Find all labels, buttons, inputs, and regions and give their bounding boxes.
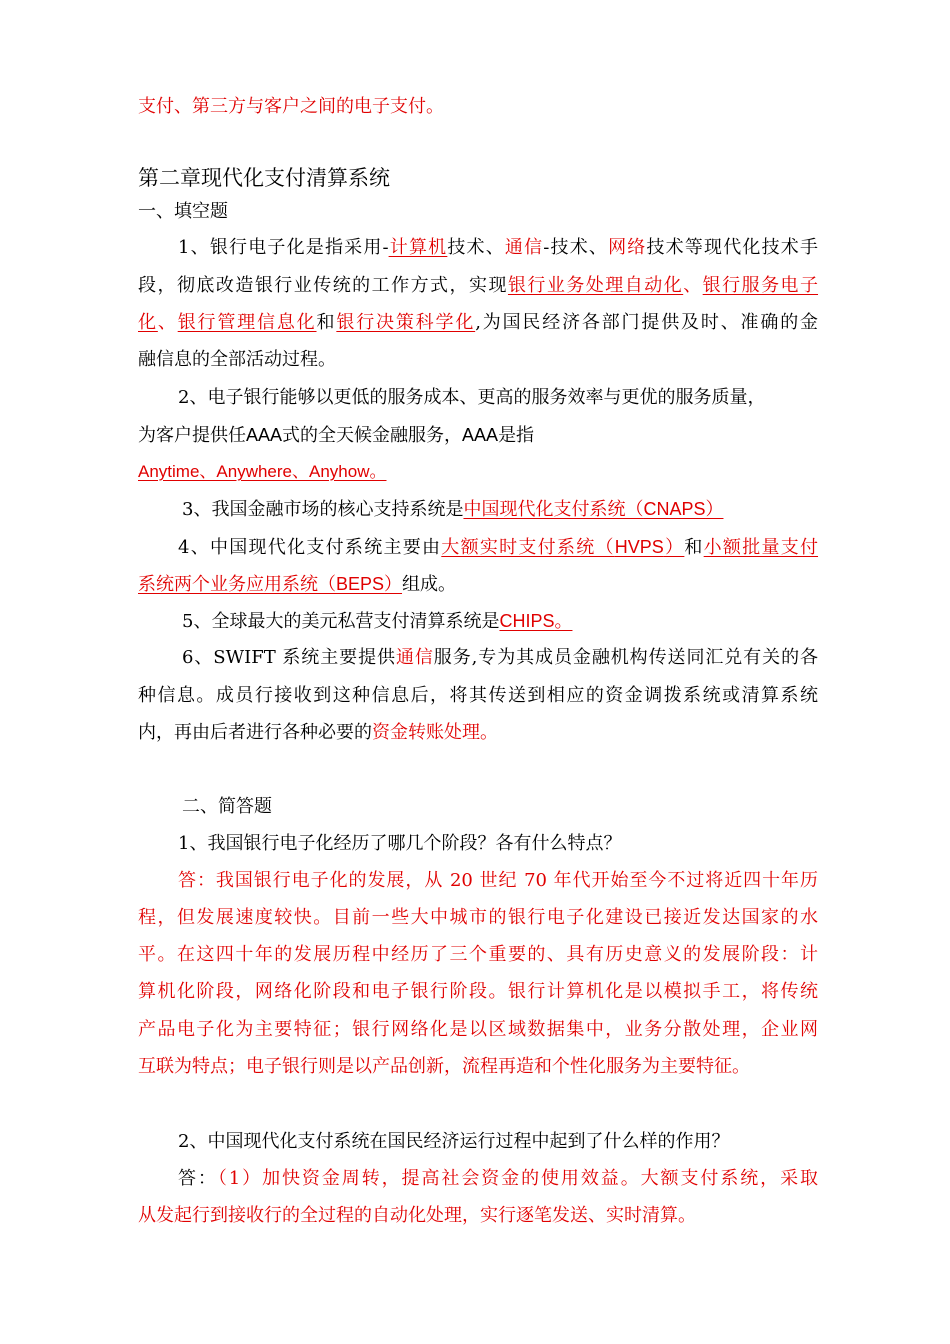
q2-line-2: 为客户提供任AAA式的全天候金融服务，AAA是指	[138, 425, 535, 446]
q1-line-2: 段，彻底改造银行业传统的工作方式，实现银行业务处理自动化、银行服务电子	[138, 275, 819, 296]
q6-answer-transfer: 资金转账处理。	[372, 722, 498, 743]
q6-line-3: 内，再由后者进行各种必要的资金转账处理。	[138, 722, 498, 743]
q1-blank-scientific-decision: 银行决策科学化	[336, 312, 476, 333]
q5-answer: CHIPS。	[499, 611, 573, 632]
section-title-short-answer: 二、简答题	[182, 796, 272, 817]
sq2-answer-line-1: 答：（1）加快资金周转，提高社会资金的使用效益。大额支付系统，采取	[178, 1168, 819, 1189]
q5-line: 5、全球最大的美元私营支付清算系统是CHIPS。	[182, 611, 573, 632]
sq1-answer-line-3: 平。在这四十年的发展历程中经历了三个重要的、具有历史意义的发展阶段：计	[138, 944, 818, 965]
sq2-question: 2、中国现代化支付系统在国民经济运行过程中起到了什么样的作用？	[178, 1131, 730, 1152]
q3-line: 3、我国金融市场的核心支持系统是中国现代化支付系统（CNAPS）	[182, 499, 724, 520]
q4-line-2: 系统两个业务应用系统（BEPS）组成。	[138, 574, 457, 595]
q1-line-1: 1、银行电子化是指采用-计算机技术、通信-技术、网络技术等现代化技术手	[178, 237, 818, 258]
sq1-answer-line-1: 答：我国银行电子化的发展，从 20 世纪 70 年代开始至今不过将近四十年历	[178, 870, 818, 891]
sq1-answer-line-2: 程，但发展速度较快。目前一些大中城市的银行电子化建设已接近发达国家的水	[138, 907, 818, 928]
q4-answer-hvps: 大额实时支付系统（HVPS）	[441, 537, 685, 558]
q1-blank-computer: 计算机	[388, 237, 448, 258]
section-title-fill-in: 一、填空题	[138, 201, 228, 222]
q1-blank-electronic-service: 银行服务电子	[702, 275, 819, 296]
sq1-answer-line-6: 互联为特点；电子银行则是以产品创新，流程再造和个性化服务为主要特征。	[138, 1056, 750, 1077]
q3-answer: 中国现代化支付系统（CNAPS）	[463, 499, 724, 520]
chapter-title: 第二章现代化支付清算系统	[138, 166, 390, 190]
q6-line-1: 6、SWIFT 系统主要提供通信服务,专为其成员金融机构传送同汇兑有关的各	[182, 647, 818, 668]
q4-line-1: 4、中国现代化支付系统主要由大额实时支付系统（HVPS）和小额批量支付	[178, 537, 819, 558]
q1-blank-automation: 银行业务处理自动化	[507, 275, 684, 296]
q4-answer-beps: 系统两个业务应用系统（BEPS）	[138, 574, 403, 595]
q1-blank-communication: 通信	[504, 237, 544, 258]
sq1-answer-line-5: 产品电子化为主要特征；银行网络化是以区域数据集中，业务分散处理，企业网	[138, 1019, 818, 1040]
sq2-answer-line-2: 从发起行到接收行的全过程的自动化处理，实行逐笔发送、实时清算。	[138, 1205, 696, 1226]
continuation-line: 支付、第三方与客户之间的电子支付。	[138, 96, 444, 117]
q1-line-3: 化、银行管理信息化和银行决策科学化,为国民经济各部门提供及时、准确的金	[138, 312, 819, 333]
sq1-answer-line-4: 算机化阶段，网络化阶段和电子银行阶段。银行计算机化是以模拟手工，将传统	[138, 981, 818, 1002]
q1-line-4: 融信息的全部活动过程。	[138, 349, 336, 370]
sq1-question: 1、我国银行电子化经历了哪几个阶段？各有什么特点？	[178, 833, 622, 854]
q2-line-1: 2、电子银行能够以更低的服务成本、更高的服务效率与更优的服务质量，	[178, 387, 766, 408]
q2-answer-aaa: Anytime、Anywhere、Anyhow。	[138, 462, 387, 481]
q6-line-2: 种信息。成员行接收到这种信息后，将其传送到相应的资金调拨系统或清算系统	[138, 685, 818, 706]
q1-blank-informatization: 银行管理信息化	[177, 312, 317, 333]
q1-blank-network: 网络	[608, 237, 647, 258]
q4-answer-beps-start: 小额批量支付	[703, 537, 819, 558]
q6-answer-communication: 通信	[395, 647, 434, 668]
